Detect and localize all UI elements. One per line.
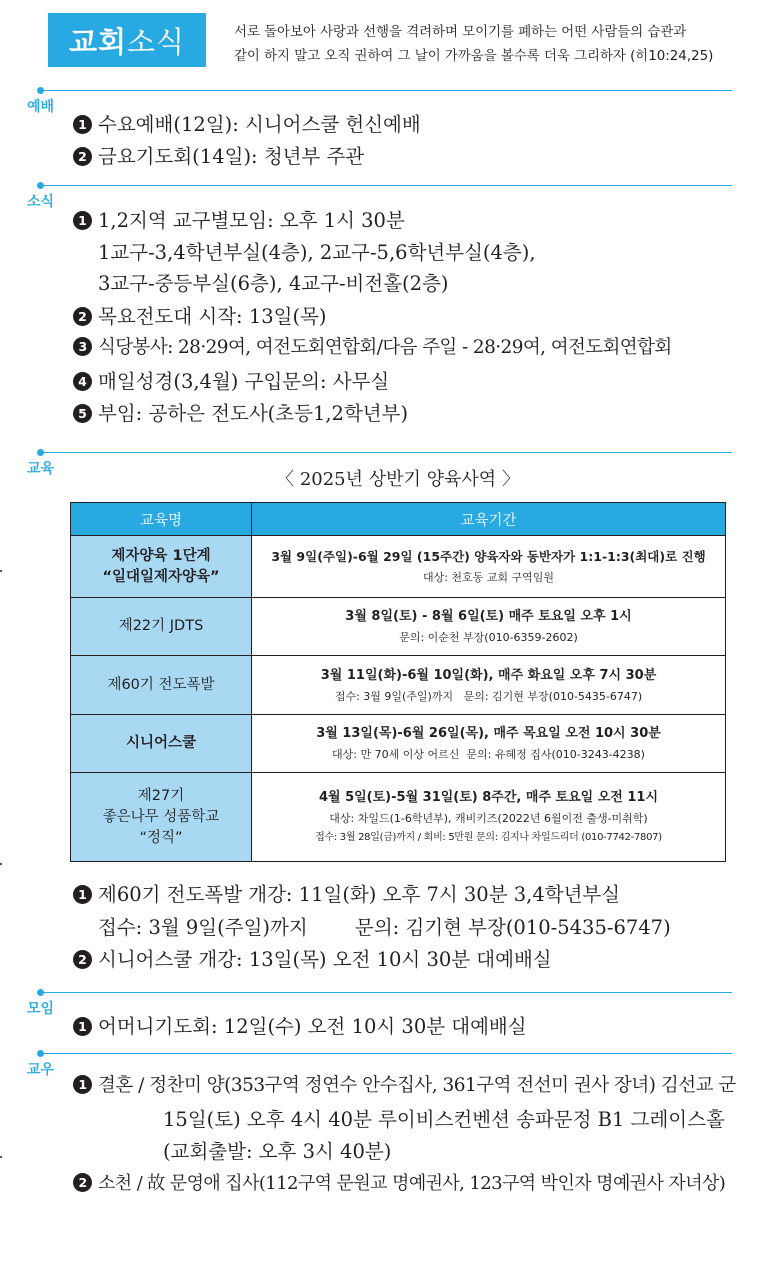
period-detail: 대상: 천호동 교회 구역임원 (422, 571, 555, 584)
number-badge: 3 (73, 337, 92, 356)
item-text: 시니어스쿨 개강: 13일(목) 오전 10시 30분 대예배실 (98, 948, 552, 971)
number-badge: 1 (73, 1075, 92, 1094)
list-item (73, 366, 389, 394)
column-header-period: 교육기간 (252, 503, 726, 536)
course-name (71, 773, 252, 862)
item-continuation: 1교구-3,4학년부실(4층), 2교구-5,6학년부실(4층), (98, 241, 536, 264)
list-item (73, 879, 620, 907)
course-name-line: 제22기 JDTS (118, 618, 204, 634)
number-badge: 1 (73, 885, 92, 904)
number-badge: 1 (73, 115, 92, 134)
section-label-meeting: 모임 (27, 1001, 55, 1017)
course-name (71, 656, 252, 715)
item-continuation: 접수: 3월 9일(주일)까지 (98, 916, 308, 939)
item-text: 부임: 공하은 전도사(초등1,2학년부) (98, 402, 409, 425)
period-main: 4월 5일(토)-5월 31일(토) 8주간, 매주 토요일 오전 11시 (318, 790, 659, 805)
number-badge: 2 (73, 1173, 92, 1192)
number-badge: 5 (73, 404, 92, 423)
item-text: 결혼 / 정찬미 양(353구역 정연수 안수집사, 361구역 전선미 권사 장녀) 김선교 군 (98, 1075, 736, 1096)
margin-tick (0, 1156, 2, 1158)
list-item (73, 1011, 527, 1039)
list-item (73, 141, 364, 169)
course-period (252, 715, 726, 773)
table-row (71, 656, 726, 715)
course-name-line: “일대일제자양육” (102, 568, 220, 585)
title-light: 소식 (127, 24, 186, 59)
page-title (48, 13, 206, 67)
item-text: 어머니기도회: 12일(수) 오전 10시 30분 대예배실 (98, 1015, 527, 1038)
item-text: 제60기 전도폭발 개강: 11일(화) 오후 7시 30분 3,4학년부실 (98, 883, 621, 906)
list-item (73, 398, 408, 426)
number-badge: 2 (73, 307, 92, 326)
course-period (252, 773, 726, 862)
period-main: 3월 13일(목)-6월 26일(목), 매주 목요일 오전 10시 30분 (316, 726, 661, 741)
course-name (71, 598, 252, 656)
table-caption: 〈 2025년 상반기 양육사역 〉 (276, 469, 520, 490)
table-row (71, 715, 726, 773)
period-main: 3월 11일(화)-6월 10일(화), 매주 화요일 오후 7시 30분 (320, 667, 657, 683)
verse-line-2: 같이 하지 말고 오직 권하여 그 날이 가까움을 볼수록 더욱 그리하자 (히10:24,25) (234, 49, 714, 64)
course-name-line: 제27기 (137, 787, 185, 804)
period-detail: 대상: 차일드(1-6학년부), 캐비키즈(2022년 6월이전 출생-미취학) (329, 812, 648, 825)
section-divider (40, 90, 732, 91)
column-header-name: 교육명 (71, 503, 252, 536)
item-text: 수요예배(12일): 시니어스쿨 헌신예배 (98, 113, 421, 136)
course-period (252, 598, 726, 656)
margin-tick (0, 863, 2, 865)
section-divider (40, 1053, 732, 1054)
course-name (71, 715, 252, 773)
item-continuation: 문의: 김기현 부장(010-5435-6747) (355, 916, 671, 939)
course-name-line: 좋은나무 성품학교 (102, 808, 220, 825)
item-continuation: 15일(토) 오후 4시 40분 루이비스컨벤션 송파문정 B1 그레이스홀 (163, 1108, 725, 1131)
list-item (73, 301, 327, 329)
period-main: 3월 9일(주일)-6월 29일 (15주간) 양육자와 동반자가 1:1-1:3(최대)로 진행 (271, 549, 706, 564)
list-item (73, 205, 405, 233)
course-name-line: 제자양육 1단계 (111, 547, 211, 564)
number-badge: 2 (73, 950, 92, 969)
section-divider (40, 452, 732, 453)
table-header-row (71, 503, 726, 536)
period-detail: 대상: 만 70세 이상 어르신 문의: 유혜정 집사(010-3243-4238) (332, 748, 645, 761)
list-item (73, 333, 672, 359)
list-item (73, 109, 421, 137)
margin-tick (0, 570, 2, 572)
education-table (70, 502, 726, 862)
number-badge: 1 (73, 211, 92, 230)
period-main: 3월 8일(토) - 8월 6일(토) 매주 토요일 오후 1시 (345, 609, 632, 624)
item-text: 식당봉사: 28·29여, 여전도회연합회/다음 주일 - 28·29여, 여전도회연합회 (98, 337, 672, 358)
list-item (73, 1169, 725, 1195)
item-text: 목요전도대 시작: 13일(목) (98, 305, 327, 328)
section-label-members: 교우 (27, 1062, 55, 1078)
period-detail: 접수: 3월 9일(주일)까지 문의: 김기현 부장(010-5435-6747) (334, 689, 643, 703)
section-label-news: 소식 (27, 194, 55, 210)
course-name (71, 536, 252, 598)
course-name-line: 제60기 전도폭발 (107, 676, 215, 693)
section-divider (40, 185, 732, 186)
verse-line-1: 서로 돌아보아 사랑과 선행을 격려하며 모이기를 폐하는 어떤 사람들의 습관과 (234, 25, 687, 40)
list-item (73, 1071, 736, 1097)
number-badge: 4 (73, 372, 92, 391)
table-row (71, 536, 726, 598)
table-row (71, 598, 726, 656)
item-continuation: (교회출발: 오후 3시 40분) (163, 1140, 392, 1163)
item-continuation: 3교구-중등부실(6층), 4교구-비전홀(2층) (98, 272, 449, 295)
item-text: 매일성경(3,4월) 구입문의: 사무실 (98, 370, 390, 393)
section-label-worship: 예배 (27, 99, 55, 115)
course-name-line: 시니어스쿨 (125, 735, 197, 751)
number-badge: 2 (73, 147, 92, 166)
period-detail: 접수: 3월 28일(금)까지 / 회비: 5만원 문의: 김지나 차일드리더 (010-7742-7807) (315, 832, 662, 843)
item-text: 소천 / 故 문영애 집사(112구역 문원교 명예권사, 123구역 박인자 명예권사 자녀상) (98, 1173, 726, 1194)
table-row (71, 773, 726, 862)
section-divider (40, 992, 732, 993)
course-period (252, 536, 726, 598)
item-text: 금요기도회(14일): 청년부 주관 (98, 145, 365, 168)
period-detail: 문의: 이순천 부장(010-6359-2602) (399, 631, 578, 644)
item-text: 1,2지역 교구별모임: 오후 1시 30분 (98, 209, 405, 232)
bible-verse (234, 21, 754, 69)
list-item (73, 944, 552, 972)
course-name-line: “정직” (139, 829, 183, 846)
course-period (252, 656, 726, 715)
section-label-education: 교육 (27, 461, 55, 477)
number-badge: 1 (73, 1017, 92, 1036)
title-bold: 교회 (68, 24, 127, 59)
